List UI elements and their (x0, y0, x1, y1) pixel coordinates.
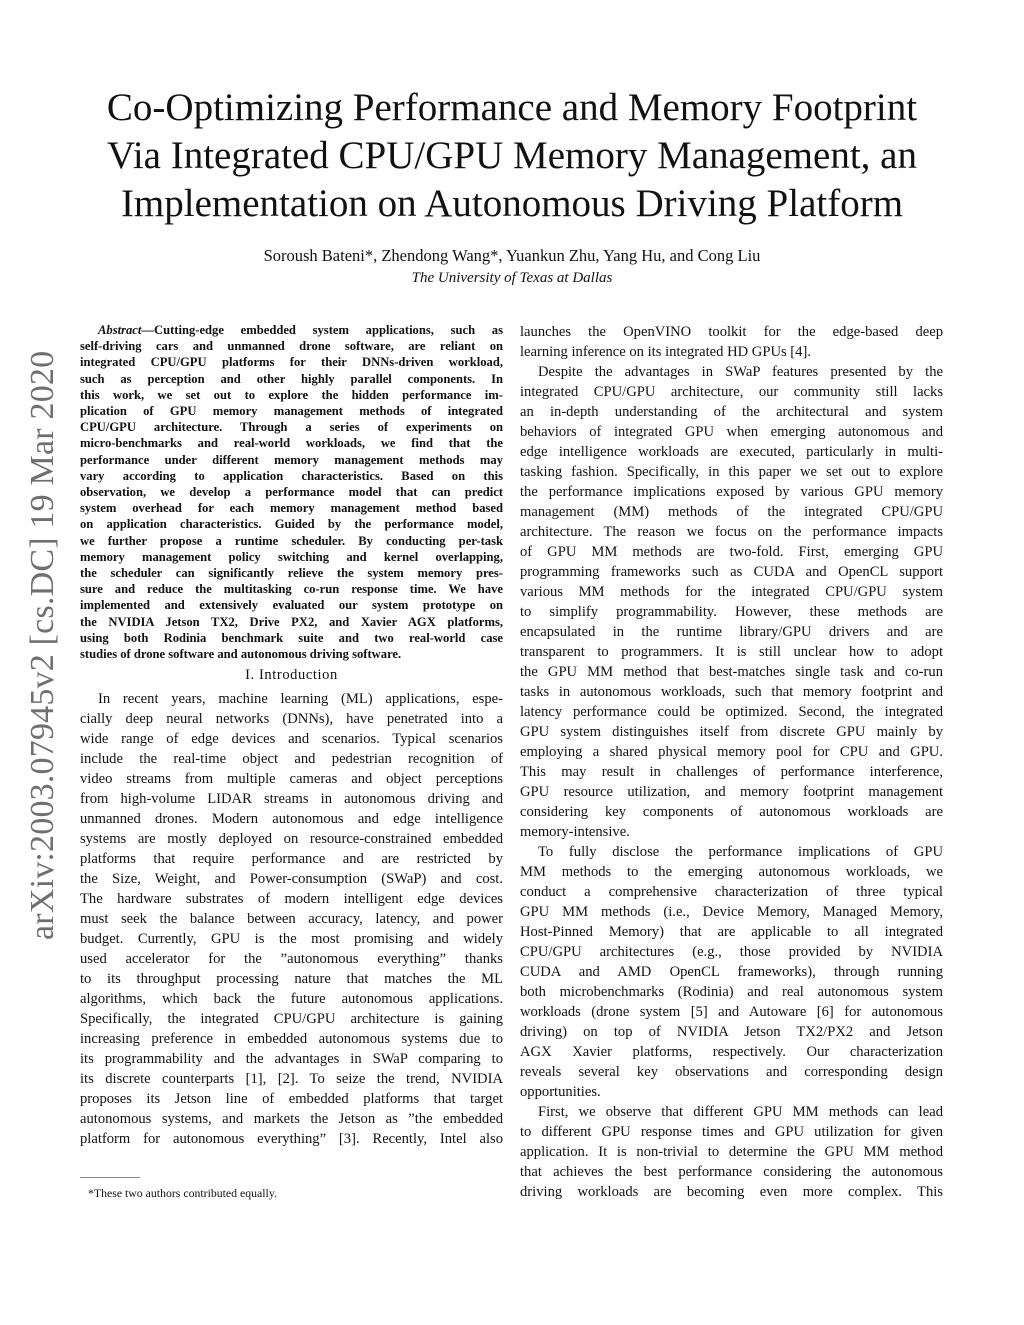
abstract-line: vary according to application characteristics. Based on this (80, 468, 503, 483)
text-line: video streams from multiple cameras and object perceptions (80, 771, 503, 788)
text-line: an in-depth understanding of the architectural and system (520, 404, 943, 420)
abstract-line: Abstract—Cutting-edge embedded system applications, such as (98, 323, 503, 337)
text-line: CPU/GPU architectures (e.g., those provided by NVIDIA (520, 944, 943, 960)
text-line: application. It is non-trivial to determine the GPU MM method (520, 1144, 943, 1160)
abstract-line: memory management policy switching and kernel overlapping, (80, 549, 503, 564)
text-line: latency performance could be optimized. Second, the integrated (520, 704, 943, 720)
text-line: systems are mostly deployed on resource-constrained embedded (80, 831, 503, 848)
abstract-line: integrated CPU/GPU platforms for their DNNs-driven workload, (80, 355, 503, 370)
text-line: GPU resource utilization, and memory footprint management (520, 784, 943, 800)
author-list: Soroush Bateni*, Zhendong Wang*, Yuankun Zhu, Yang Hu, and Cong Liu (263, 246, 761, 265)
footnote-divider (80, 1177, 140, 1178)
text-line: conduct a comprehensive characterization of three typical (520, 884, 943, 900)
text-line: driving workloads are becoming even more complex. This (520, 1184, 943, 1200)
text-line: To fully disclose the performance implications of GPU (538, 844, 943, 860)
text-line: include the real-time object and pedestrian recognition of (80, 751, 503, 768)
text-line: In recent years, machine learning (ML) applications, espe- (98, 691, 503, 708)
abstract-line: self-driving cars and unmanned drone software, are reliant on (80, 339, 503, 354)
introduction-text (80, 689, 503, 1149)
abstract-line: micro-benchmarks and real-world workloads, we find that the (80, 436, 503, 451)
title-line: Implementation on Autonomous Driving Platform (120, 182, 904, 225)
abstract-line: observation, we develop a performance model that can predict (80, 485, 503, 500)
text-line: to its throughput processing nature that matches the ML (80, 971, 503, 988)
text-line: learning inference on its integrated HD GPUs [4]. (520, 344, 811, 360)
text-line: various MM methods for the integrated CPU/GPU system (520, 584, 943, 600)
abstract-line: such as perception and other highly parallel components. In (80, 371, 503, 386)
text-line: MM methods to the emerging autonomous workloads, we (520, 864, 943, 880)
text-line: its programmability and the advantages in SWaP comparing to (80, 1051, 503, 1068)
text-line: increasing preference in embedded autonomous systems due to (80, 1031, 503, 1048)
left-column (80, 322, 503, 1149)
affiliation: The University of Texas at Dallas (411, 270, 613, 286)
text-line: CUDA and AMD OpenCL frameworks), through running (520, 964, 943, 980)
text-line: budget. Currently, GPU is the most promising and widely (80, 931, 503, 948)
text-line: autonomous systems, and markets the Jetson as ”the embedded (80, 1111, 503, 1128)
text-line: employing a shared physical memory pool for CPU and GPU. (520, 744, 943, 760)
right-column (520, 322, 943, 1202)
text-line: the GPU MM method that best-matches single task and co-run (520, 664, 943, 680)
text-line: the Size, Weight, and Power-consumption (SWaP) and cost. (80, 871, 503, 888)
abstract-line: on application characteristics. Guided by the performance model, (80, 517, 503, 532)
text-line: workloads (drone system [5] and Autoware [6] for autonomous (520, 1004, 943, 1020)
section-heading-introduction: I. Introduction (245, 667, 338, 684)
paper-title (60, 84, 964, 228)
text-line: encapsulated in the runtime library/GPU drivers and are (520, 624, 943, 640)
text-line: GPU MM methods (i.e., Device Memory, Managed Memory, (520, 904, 943, 920)
abstract-line: the scheduler can significantly relieve the system memory pres- (80, 566, 503, 581)
text-line: Despite the advantages in SWaP features presented by the (538, 364, 943, 380)
title-line: Co-Optimizing Performance and Memory Footprint (106, 86, 918, 129)
text-line: memory-intensive. (520, 824, 630, 840)
text-line: algorithms, which back the future autonomous applications. (80, 991, 503, 1008)
text-line: to simplify programmability. However, these methods are (520, 604, 943, 620)
text-line: cially deep neural networks (DNNs), have penetrated into a (80, 711, 503, 728)
text-line: considering key components of autonomous workloads are (520, 804, 943, 820)
text-line: wide range of edge devices and scenarios. Typical scenarios (80, 731, 503, 748)
text-line: of GPU MM methods are two-fold. First, emerging GPU (520, 544, 943, 560)
text-line: tasks in autonomous workloads, such that memory footprint and (520, 684, 943, 700)
abstract-line: implemented and extensively evaluated our system prototype on (80, 598, 503, 613)
abstract-line: studies of drone software and autonomous driving software. (80, 647, 402, 662)
abstract-line: sure and reduce the multitasking co-run response time. We have (80, 582, 503, 597)
abstract (80, 322, 503, 662)
text-line: reveals several key observations and corresponding design (520, 1064, 943, 1080)
text-line: opportunities. (520, 1084, 601, 1100)
text-line: architecture. The reason we focus on the performance impacts (520, 524, 943, 540)
text-line: the performance implications exposed by various GPU memory (520, 484, 943, 500)
text-line: both microbenchmarks (Rodinia) and real autonomous system (520, 984, 943, 1000)
text-line: its discrete counterparts [1], [2]. To seize the trend, NVIDIA (80, 1071, 503, 1088)
text-line: edge intelligence workloads are executed, particularly in multi- (520, 444, 943, 460)
text-line: Host-Pinned Memory) that are applicable to all integrated (520, 924, 943, 940)
abstract-line: system overhead for each memory management method based (80, 501, 503, 516)
text-line: GPU system distinguishes itself from discrete GPU mainly by (520, 724, 943, 740)
abstract-line: using both Rodinia benchmark suite and two real-world case (80, 630, 503, 645)
text-line: launches the OpenVINO toolkit for the edge-based deep (520, 324, 943, 340)
text-line: proposes its Jetson line of embedded platforms that target (80, 1091, 503, 1108)
text-line: The hardware substrates of modern intelligent edge devices (80, 891, 503, 908)
abstract-line: we further propose a runtime scheduler. By conducting per-task (80, 533, 503, 548)
text-line: transparent to programmers. It is still unclear how to adopt (520, 644, 943, 660)
abstract-line: plication of GPU memory management methods of integrated (80, 404, 503, 419)
arxiv-identifier: arXiv:2003.07945v2 [cs.DC] 19 Mar 2020 (24, 350, 61, 940)
text-line: must seek the balance between accuracy, latency, and power (80, 911, 503, 928)
title-line: Via Integrated CPU/GPU Memory Management, an (107, 134, 917, 177)
text-line: tasking fashion. Specifically, in this paper we set out to explore (520, 464, 943, 480)
text-line: to different GPU response times and GPU utilization for given (520, 1124, 943, 1140)
text-line: AGX Xavier platforms, respectively. Our characterization (520, 1044, 943, 1060)
text-line: unmanned drones. Modern autonomous and edge intelligence (80, 811, 503, 828)
text-line: management (MM) methods of the integrated CPU/GPU (520, 504, 943, 520)
text-line: that achieves the best performance considering the autonomous (520, 1164, 943, 1180)
text-line: integrated CPU/GPU architecture, our community still lacks (520, 384, 943, 400)
text-line: driving) on top of NVIDIA Jetson TX2/PX2 and Jetson (520, 1024, 943, 1040)
text-line: from high-volume LIDAR streams in autonomous driving and (80, 791, 503, 808)
text-line: programming frameworks such as CUDA and OpenCL support (520, 564, 943, 580)
abstract-line: CPU/GPU architecture. Through a series of experiments on (80, 420, 503, 435)
text-line: Specifically, the integrated CPU/GPU architecture is gaining (80, 1011, 503, 1028)
text-line: First, we observe that different GPU MM methods can lead (538, 1104, 943, 1120)
text-line: used accelerator for the ”autonomous everything” thanks (80, 951, 503, 968)
abstract-line: performance under different memory management methods may (80, 452, 503, 467)
abstract-line: the NVIDIA Jetson TX2, Drive PX2, and Xavier AGX platforms, (80, 614, 503, 629)
abstract-label: Abstract (98, 323, 142, 337)
text-line: behaviors of integrated GPU when emerging autonomous and (520, 424, 943, 440)
text-line: platforms that require performance and are restricted by (80, 851, 503, 868)
text-line: platform for autonomous everything” [3]. Recently, Intel also (80, 1131, 503, 1148)
abstract-line: this work, we set out to explore the hidden performance im- (80, 387, 503, 402)
footnote: *These two authors contributed equally. (88, 1186, 277, 1200)
text-line: This may result in challenges of performance interference, (520, 764, 943, 780)
